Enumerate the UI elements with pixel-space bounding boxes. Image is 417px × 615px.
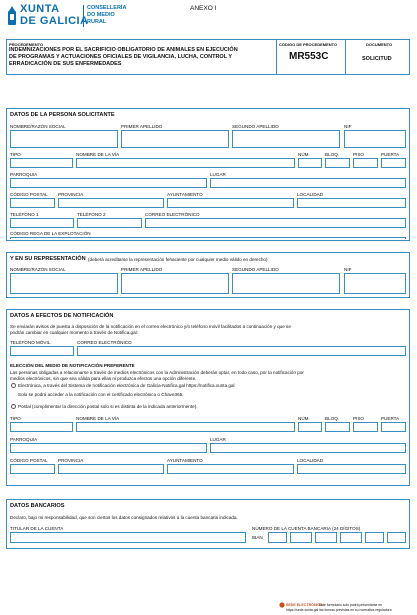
notif-movil-label: TELÉFONO MÓVIL <box>10 340 51 345</box>
footer-sede: SEDE ELECTRÓNICA <box>286 602 323 607</box>
medio-text-1: Las personas obligadas a relacionarse a través de medios electrónicos con la Administración deberán optar, en todo caso, por la notificación por <box>10 370 304 375</box>
representacion-note: (deberá acreditarse la representación fehaciente por cualquier medio válido en derecho) <box>88 256 268 262</box>
notif-puerta-field[interactable] <box>381 422 406 432</box>
notif-email-label: CORREO ELECTRÓNICO <box>77 340 132 345</box>
iban-field-5[interactable] <box>365 532 384 543</box>
provincia-label: PROVINCIA <box>58 192 84 197</box>
apellido1-field[interactable] <box>121 130 229 148</box>
annex-label: ANEXO I <box>190 5 217 12</box>
solicitante-title: DATOS DE LA PERSONA SOLICITANTE <box>10 112 115 118</box>
rega-field[interactable] <box>10 237 406 239</box>
notif-localidad-field[interactable] <box>297 464 406 474</box>
electronica-option-sub: Solo se podrá acceder a la notificación con el certificado electrónico o Chave365. <box>18 392 184 397</box>
proc-divider-2 <box>345 39 346 75</box>
declaro-text: Declaro, bajo mi responsabilidad, que son ciertos los datos consignados relativos a la cuenta bancaria indicada. <box>10 515 238 520</box>
galicia-crest-icon <box>7 5 17 27</box>
electronica-option-label: Electrónica, a través del Sistema de notificación electrónica de Galicia-Notifica.gal https://notifica.xunta.gal <box>18 383 235 388</box>
notif-ayuntamiento-label: AYUNTAMIENTO <box>167 458 203 463</box>
num-field[interactable] <box>298 158 322 168</box>
footer-note <box>279 602 413 614</box>
rep-nif-field[interactable] <box>344 273 406 294</box>
nif-field[interactable] <box>344 130 406 148</box>
proc-label: PROCEDEMENTO <box>9 42 44 47</box>
footer-line2: https://sede.xunta.gal las formas previstas en su normativa reguladora <box>286 607 392 612</box>
puerta-field[interactable] <box>381 158 406 168</box>
notif-puerta-label: PUERTA <box>381 416 400 421</box>
titular-label: TITULAR DE LA CUENTA <box>10 526 64 531</box>
logo-divider <box>83 5 84 27</box>
notif-lugar-label: LUGAR <box>210 437 226 442</box>
notif-email-field[interactable] <box>77 346 406 356</box>
proc-title-3: ERRADICACIÓN DE SUS ENFERMEDADES <box>9 61 122 67</box>
notif-cp-label: CÓDIGO POSTAL <box>10 458 48 463</box>
tel2-label: TELÉFONO 2 <box>77 212 106 217</box>
email-field[interactable] <box>145 218 406 228</box>
proc-title-2: DE PROGRAMAS Y ACTUACIONES OFICIALES DE VIGILANCIA, LUCHA, CONTROL Y <box>9 54 233 60</box>
lugar-label: LUGAR <box>210 172 226 177</box>
iban-field-2[interactable] <box>290 532 312 543</box>
email-label: CORREO ELECTRÓNICO <box>145 212 200 217</box>
xunta-logo <box>7 3 127 30</box>
apellido1-label: PRIMER APELLIDO <box>121 124 163 129</box>
via-label: NOMBRE DE LA VÍA <box>76 152 120 157</box>
via-field[interactable] <box>76 158 295 168</box>
notif-provincia-label: PROVINCIA <box>58 458 84 463</box>
notif-num-label: NÚM. <box>298 416 310 421</box>
rep-apellido2-field[interactable] <box>232 273 340 294</box>
brand-line1: XUNTA <box>20 3 60 15</box>
bancarios-title: DATOS BANCARIOS <box>10 503 65 509</box>
proc-code: MR553C <box>289 51 329 62</box>
ayuntamiento-label: AYUNTAMIENTO <box>167 192 203 197</box>
notif-intro-1: Se enviarán avisos de puesta a disposición de la notificación en el correo electrónico y/o teléfono móvil facilitados a continuación y que se <box>10 324 291 329</box>
num-label: NÚM. <box>298 152 310 157</box>
notif-via-field[interactable] <box>76 422 295 432</box>
notif-tipo-field[interactable] <box>10 422 73 432</box>
notif-via-label: NOMBRE DE LA VÍA <box>76 416 120 421</box>
dept-line2: DO MEDIO <box>87 12 115 18</box>
notif-lugar-field[interactable] <box>210 443 406 453</box>
sede-electronica-icon <box>279 602 285 608</box>
dept-line3: RURAL <box>87 19 107 25</box>
rep-apellido1-field[interactable] <box>121 273 229 294</box>
notif-cp-field[interactable] <box>10 464 55 474</box>
brand-line2: DE GALICIA <box>20 15 89 27</box>
rega-label: CÓDIGO REGA DE LA EXPLOTACIÓN <box>10 231 91 236</box>
rep-nif-label: NIF <box>344 267 352 272</box>
tipo-field[interactable] <box>10 158 73 168</box>
notif-piso-label: PISO <box>353 416 364 421</box>
tel2-field[interactable] <box>77 218 142 228</box>
parroquia-label: PARROQUIA <box>10 172 38 177</box>
localidad-label: LOCALIDAD <box>297 192 324 197</box>
provincia-field[interactable] <box>58 198 164 208</box>
puerta-label: PUERTA <box>381 152 400 157</box>
iban-field-1[interactable] <box>268 532 287 543</box>
notificacion-title: DATOS A EFECTOS DE NOTIFICACIÓN <box>10 313 114 319</box>
notif-parroquia-label: PARROQUIA <box>10 437 38 442</box>
doc-value: SOLICITUD <box>362 56 392 62</box>
medio-text-2: medios electrónicos, sin que sea válida para ellas ni produzca efectos una opción diferente. <box>10 376 197 381</box>
rep-nombre-label: NOMBRE/RAZÓN SOCIAL <box>10 267 66 272</box>
lugar-field[interactable] <box>210 178 406 188</box>
bloq-label: BLOQ. <box>325 152 340 157</box>
iban-label: IBAN <box>252 535 263 540</box>
proc-title-1: INDEMNIZACIONES POR EL SACRIFICIO OBLIGATORIO DE ANIMALES EN EJECUCIÓN <box>9 47 238 53</box>
notif-movil-field[interactable] <box>10 346 74 356</box>
numero-cuenta-label: NÚMERO DE LA CUENTA BANCARIA (24 DÍGITOS) <box>252 526 361 531</box>
notif-ayuntamiento-field[interactable] <box>167 464 294 474</box>
proc-code-label: CÓDIGO DE PROCEDEMENTO <box>279 42 338 47</box>
bloq-field[interactable] <box>325 158 350 168</box>
cp-label: CÓDIGO POSTAL <box>10 192 48 197</box>
dept-line1: CONSELLERÍA <box>87 5 127 11</box>
postal-option-label: Postal (cumplimentar la dirección postal solo si es distinta de la indicada anteriormente). <box>18 404 198 409</box>
rep-apellido2-label: SEGUNDO APELLIDO <box>232 267 279 272</box>
doc-label: DOCUMENTO <box>366 42 393 47</box>
nif-label: NIF <box>344 124 352 129</box>
medio-title: ELECCIÓN DEL MEDIO DE NOTIFICACIÓN PREFERENTE <box>10 363 135 368</box>
iban-field-6[interactable] <box>387 532 406 543</box>
tel1-label: TELÉFONO 1 <box>10 212 39 217</box>
ayuntamiento-field[interactable] <box>167 198 294 208</box>
tipo-label: TIPO <box>10 152 21 157</box>
notif-tipo-label: TIPO <box>10 416 21 421</box>
rep-apellido1-label: PRIMER APELLIDO <box>121 267 163 272</box>
notif-intro-2: podrán cambiar en cualquier momento a través de Notifica.gal: <box>10 330 138 335</box>
notif-piso-field[interactable] <box>353 422 378 432</box>
apellido2-field[interactable] <box>232 130 340 148</box>
notif-num-field[interactable] <box>298 422 322 432</box>
notif-provincia-field[interactable] <box>58 464 164 474</box>
notif-localidad-label: LOCALIDAD <box>297 458 324 463</box>
localidad-field[interactable] <box>297 198 406 208</box>
parroquia-field[interactable] <box>10 178 207 188</box>
notif-bloq-field[interactable] <box>325 422 350 432</box>
tel1-field[interactable] <box>10 218 74 228</box>
electronica-radio[interactable] <box>11 383 16 388</box>
piso-label: PISO <box>353 152 364 157</box>
piso-field[interactable] <box>353 158 378 168</box>
iban-field-4[interactable] <box>340 532 362 543</box>
proc-divider-1 <box>276 39 277 75</box>
postal-radio[interactable] <box>11 404 16 409</box>
titular-field[interactable] <box>10 532 246 543</box>
apellido2-label: SEGUNDO APELLIDO <box>232 124 279 129</box>
notif-parroquia-field[interactable] <box>10 443 207 453</box>
cp-field[interactable] <box>10 198 55 208</box>
nombre-field[interactable] <box>10 130 118 148</box>
rep-nombre-field[interactable] <box>10 273 118 294</box>
iban-field-3[interactable] <box>315 532 337 543</box>
footer-line1: Este formulario solo podrá presentarse en <box>319 602 383 607</box>
representacion-title: Y EN SU REPRESENTACIÓN <box>10 256 86 262</box>
notif-bloq-label: BLOQ. <box>325 416 340 421</box>
nombre-label: NOMBRE/RAZÓN SOCIAL <box>10 124 66 129</box>
